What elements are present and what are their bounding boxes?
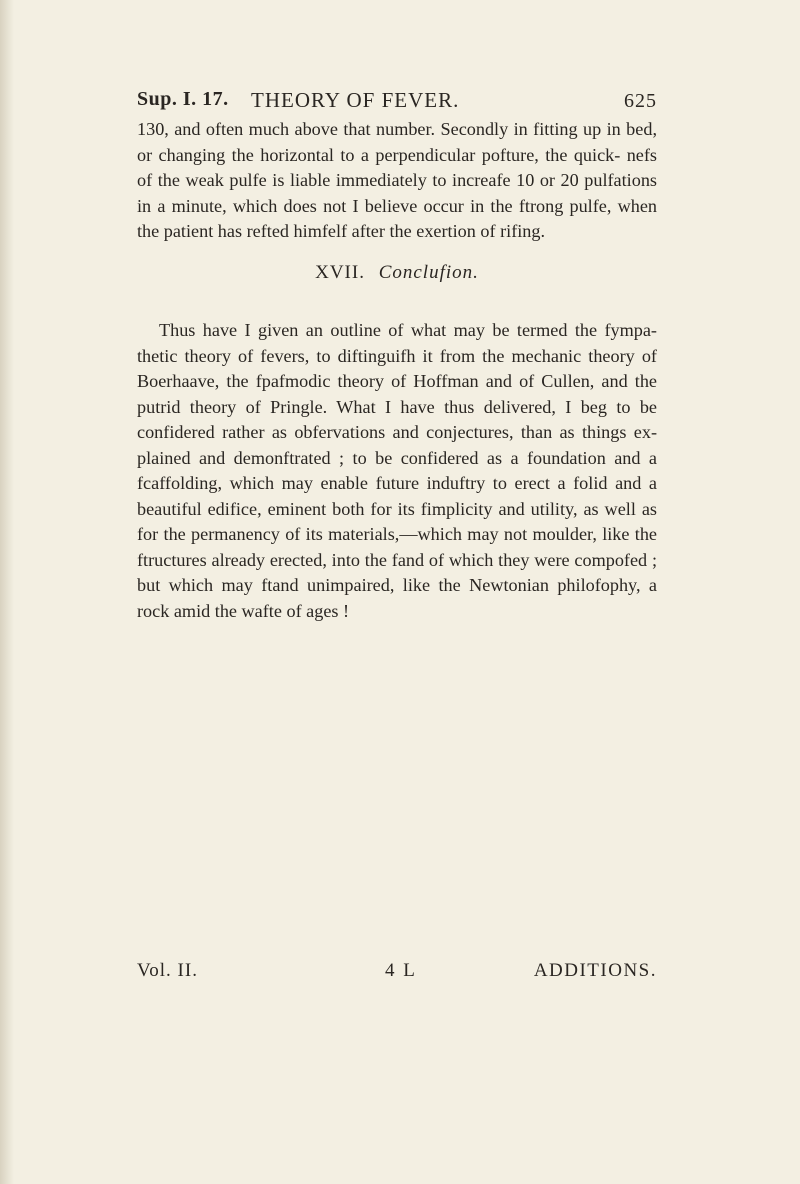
catchword: ADDITIONS. (533, 960, 657, 981)
section-number: XVII. (315, 262, 365, 283)
running-head (137, 88, 657, 118)
signature-mark: 4 L (385, 960, 417, 981)
paragraph-conclusion: Thus have I given an outline of what may be termed the fympa- thetic theory of fevers, to diftinguifh it from the mechanic theory of Boerhaave, the fpafmodic theory of Hoffman and of Cullen, and the putrid theory of Pringle. What I have thus delivered, I beg to be confidered rather as obfervations and conjectures, than as things ex- plained and demonftrated ; to be confidered as a foundation and a fcaffolding, which may enable future induftry to erect a folid and a beautiful edifice, eminent both for its fimplicity and utility, as well as for the permanency of its materials,—which may not moulder, like the ftructures already erected, into the fand of which they were compofed ; but which may ftand unimpaired, like the Newtonian philofophy, a rock amid the wafte of ages ! (137, 320, 657, 621)
page-gutter-shadow (0, 0, 14, 1184)
running-head-section: Sup. I. 17. (137, 88, 229, 110)
section-title: Conclufion. (378, 262, 479, 283)
paragraph-continuation: 130, and often much above that number. Secondly in fitting up in bed, or changing the horizontal to a perpendicular pofture, the quick- nefs of the weak pulfe is liable immediately to increafe 10 or 20 pulfations in a minute, which does not I believe occur in the ftrong pulfe, when the patient has refted himfelf after the exertion of rifing. (137, 119, 657, 241)
page-footer (137, 960, 657, 986)
running-head-title: THEORY OF FEVER. (251, 88, 460, 112)
page-number: 625 (624, 90, 657, 112)
section-heading (137, 262, 657, 284)
volume-label: Vol. II. (137, 960, 198, 981)
